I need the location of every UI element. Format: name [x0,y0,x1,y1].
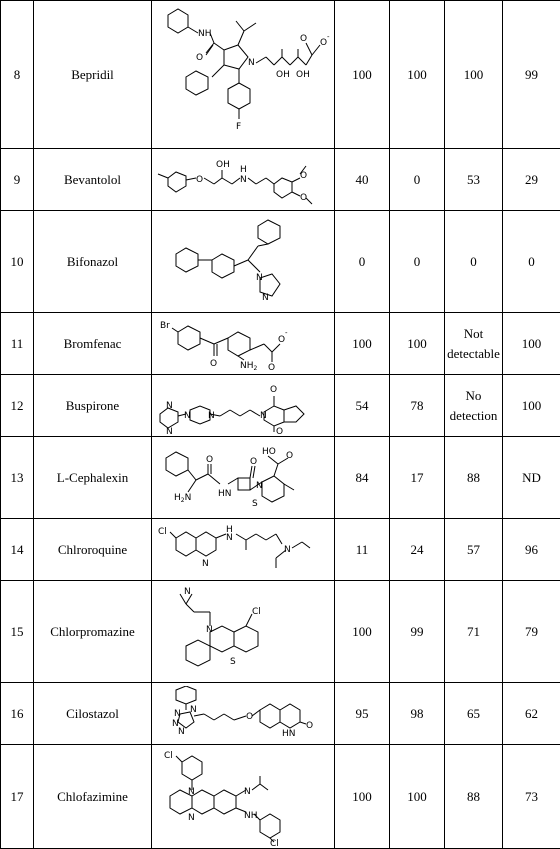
o-label: O [205,454,213,465]
o-label: O [267,362,275,372]
nh-label: HN [281,728,296,739]
table-row [1,437,560,519]
o-label: O [269,384,277,395]
h-label: H [239,164,247,175]
chemical-structure [152,519,335,581]
row-index: 15 [1,581,34,683]
n-label: N [187,786,195,797]
value-4: 73 [503,745,560,849]
value-3: 57 [445,519,503,581]
n-label: N [243,786,251,797]
o-label: O [195,52,203,63]
compound-name: Bevantolol [34,149,152,211]
value-4: 99 [503,1,560,149]
n-label: N [255,272,263,283]
value-2: 100 [390,745,445,849]
o-label: O [245,711,253,722]
value-2: 78 [390,375,445,437]
value-3: 65 [445,683,503,745]
cl-label: Cl [157,526,167,537]
chemical-structure [152,1,335,149]
bifonazol-structure-image [156,214,331,310]
chemical-structure [152,683,335,745]
n-label: N [187,812,195,823]
h-label: H [225,524,233,535]
chemical-structure [152,375,335,437]
table-row [1,519,560,581]
value-3: Not detectable [445,313,503,375]
row-index: 9 [1,149,34,211]
cl-label: Cl [251,606,261,617]
o-label: O [305,720,313,731]
chloroquine-structure-image [156,522,331,578]
bepridil-structure-image [156,5,331,145]
chemical-structure [152,437,335,519]
chemical-structure [152,313,335,375]
n-label: N [205,624,213,635]
value-2: 99 [390,581,445,683]
value-1: 11 [335,519,390,581]
n-label: N [171,718,179,729]
value-2: 100 [390,1,445,149]
s-label: S [229,656,236,667]
compound-name: L-Cephalexin [34,437,152,519]
o-label: O [209,358,217,369]
o-label: O [249,456,257,467]
row-index: 8 [1,1,34,149]
nh-label: HN [217,488,232,499]
value-4: 0 [503,211,560,313]
row-index: 10 [1,211,34,313]
table-row [1,211,560,313]
br-label: Br [159,320,170,331]
n-label: N [183,586,191,597]
row-index: 11 [1,313,34,375]
value-2: 0 [390,211,445,313]
chemical-structure [152,211,335,313]
compound-name: Chlofazimine [34,745,152,849]
row-index: 14 [1,519,34,581]
value-3: 71 [445,581,503,683]
nh2-label: $NH_2$ [239,360,257,372]
n-label: N [283,544,291,555]
value-1: 84 [335,437,390,519]
value-1: 100 [335,1,390,149]
n-label: N [247,57,255,68]
n-label: N [239,174,247,185]
o-label: O [299,192,307,203]
value-3: 0 [445,211,503,313]
o-label: O [277,334,285,345]
n-label: N [201,558,209,569]
table-row [1,1,560,149]
h2n-label: $H_2N$ [173,492,191,504]
cl-label: Cl [269,838,279,846]
table-row [1,581,560,683]
chemical-structure [152,581,335,683]
table-row [1,313,560,375]
o-label: O [319,37,327,48]
value-1: 40 [335,149,390,211]
row-index: 13 [1,437,34,519]
value-2: 17 [390,437,445,519]
compound-name: Chlorpromazine [34,581,152,683]
o-label: O [299,170,307,181]
row-index: 12 [1,375,34,437]
value-3: 100 [445,1,503,149]
table-row [1,683,560,745]
o-label: O [285,450,293,461]
chemical-structure [152,149,335,211]
cilostazol-structure-image [156,686,331,742]
n-label: N [255,480,263,491]
o-label: O [275,426,283,434]
table-row [1,149,560,211]
value-1: 54 [335,375,390,437]
f-label: F [235,121,241,132]
value-2: 0 [390,149,445,211]
n-label: N [259,410,267,421]
value-2: 24 [390,519,445,581]
n-label: N [173,708,181,719]
value-2: 100 [390,313,445,375]
row-index: 16 [1,683,34,745]
n-label: N [177,726,185,737]
table-row [1,375,560,437]
n-label: N [225,532,233,543]
value-4: 100 [503,313,560,375]
value-1: 100 [335,313,390,375]
compound-name: Buspirone [34,375,152,437]
oh-label: OH [295,69,310,80]
value-1: 0 [335,211,390,313]
value-4: 79 [503,581,560,683]
n-label: N [165,400,173,411]
oh-label: OH [215,159,230,170]
bromfenac-structure-image [156,316,331,372]
cephalexin-structure-image [156,440,331,516]
o-label: O [195,174,203,185]
charge-label: - [326,32,330,41]
oh-label: OH [275,69,290,80]
value-3: 88 [445,745,503,849]
compound-name: Cilostazol [34,683,152,745]
n-label: N [261,292,269,303]
value-3: No detection [445,375,503,437]
value-1: 100 [335,581,390,683]
chlorpromazine-structure-image [156,584,331,680]
n-label: N [207,410,215,421]
n-label: N [189,704,197,715]
compound-name: Bepridil [34,1,152,149]
compound-name: Bifonazol [34,211,152,313]
buspirone-structure-image [156,378,331,434]
value-4: 62 [503,683,560,745]
value-4: ND [503,437,560,519]
value-4: 100 [503,375,560,437]
o-label: O [299,33,307,44]
value-2: 98 [390,683,445,745]
value-4: 96 [503,519,560,581]
value-3: 53 [445,149,503,211]
nh-label: NH [243,810,258,821]
nh-label: NH [197,28,211,39]
charge-label: - [284,328,288,337]
row-index: 17 [1,745,34,849]
value-3: 88 [445,437,503,519]
cl-label: Cl [163,750,173,761]
value-1: 100 [335,745,390,849]
value-4: 29 [503,149,560,211]
table-row [1,745,560,849]
bevantolol-structure-image [156,152,331,208]
compound-name: Bromfenac [34,313,152,375]
n-label: N [183,410,191,421]
n-label: N [165,426,173,434]
compound-name: Chlroroquine [34,519,152,581]
ho-label: HO [261,446,276,457]
value-1: 95 [335,683,390,745]
s-label: S [251,498,258,509]
chemical-structure [152,745,335,849]
clofazimine-structure-image [156,748,331,846]
